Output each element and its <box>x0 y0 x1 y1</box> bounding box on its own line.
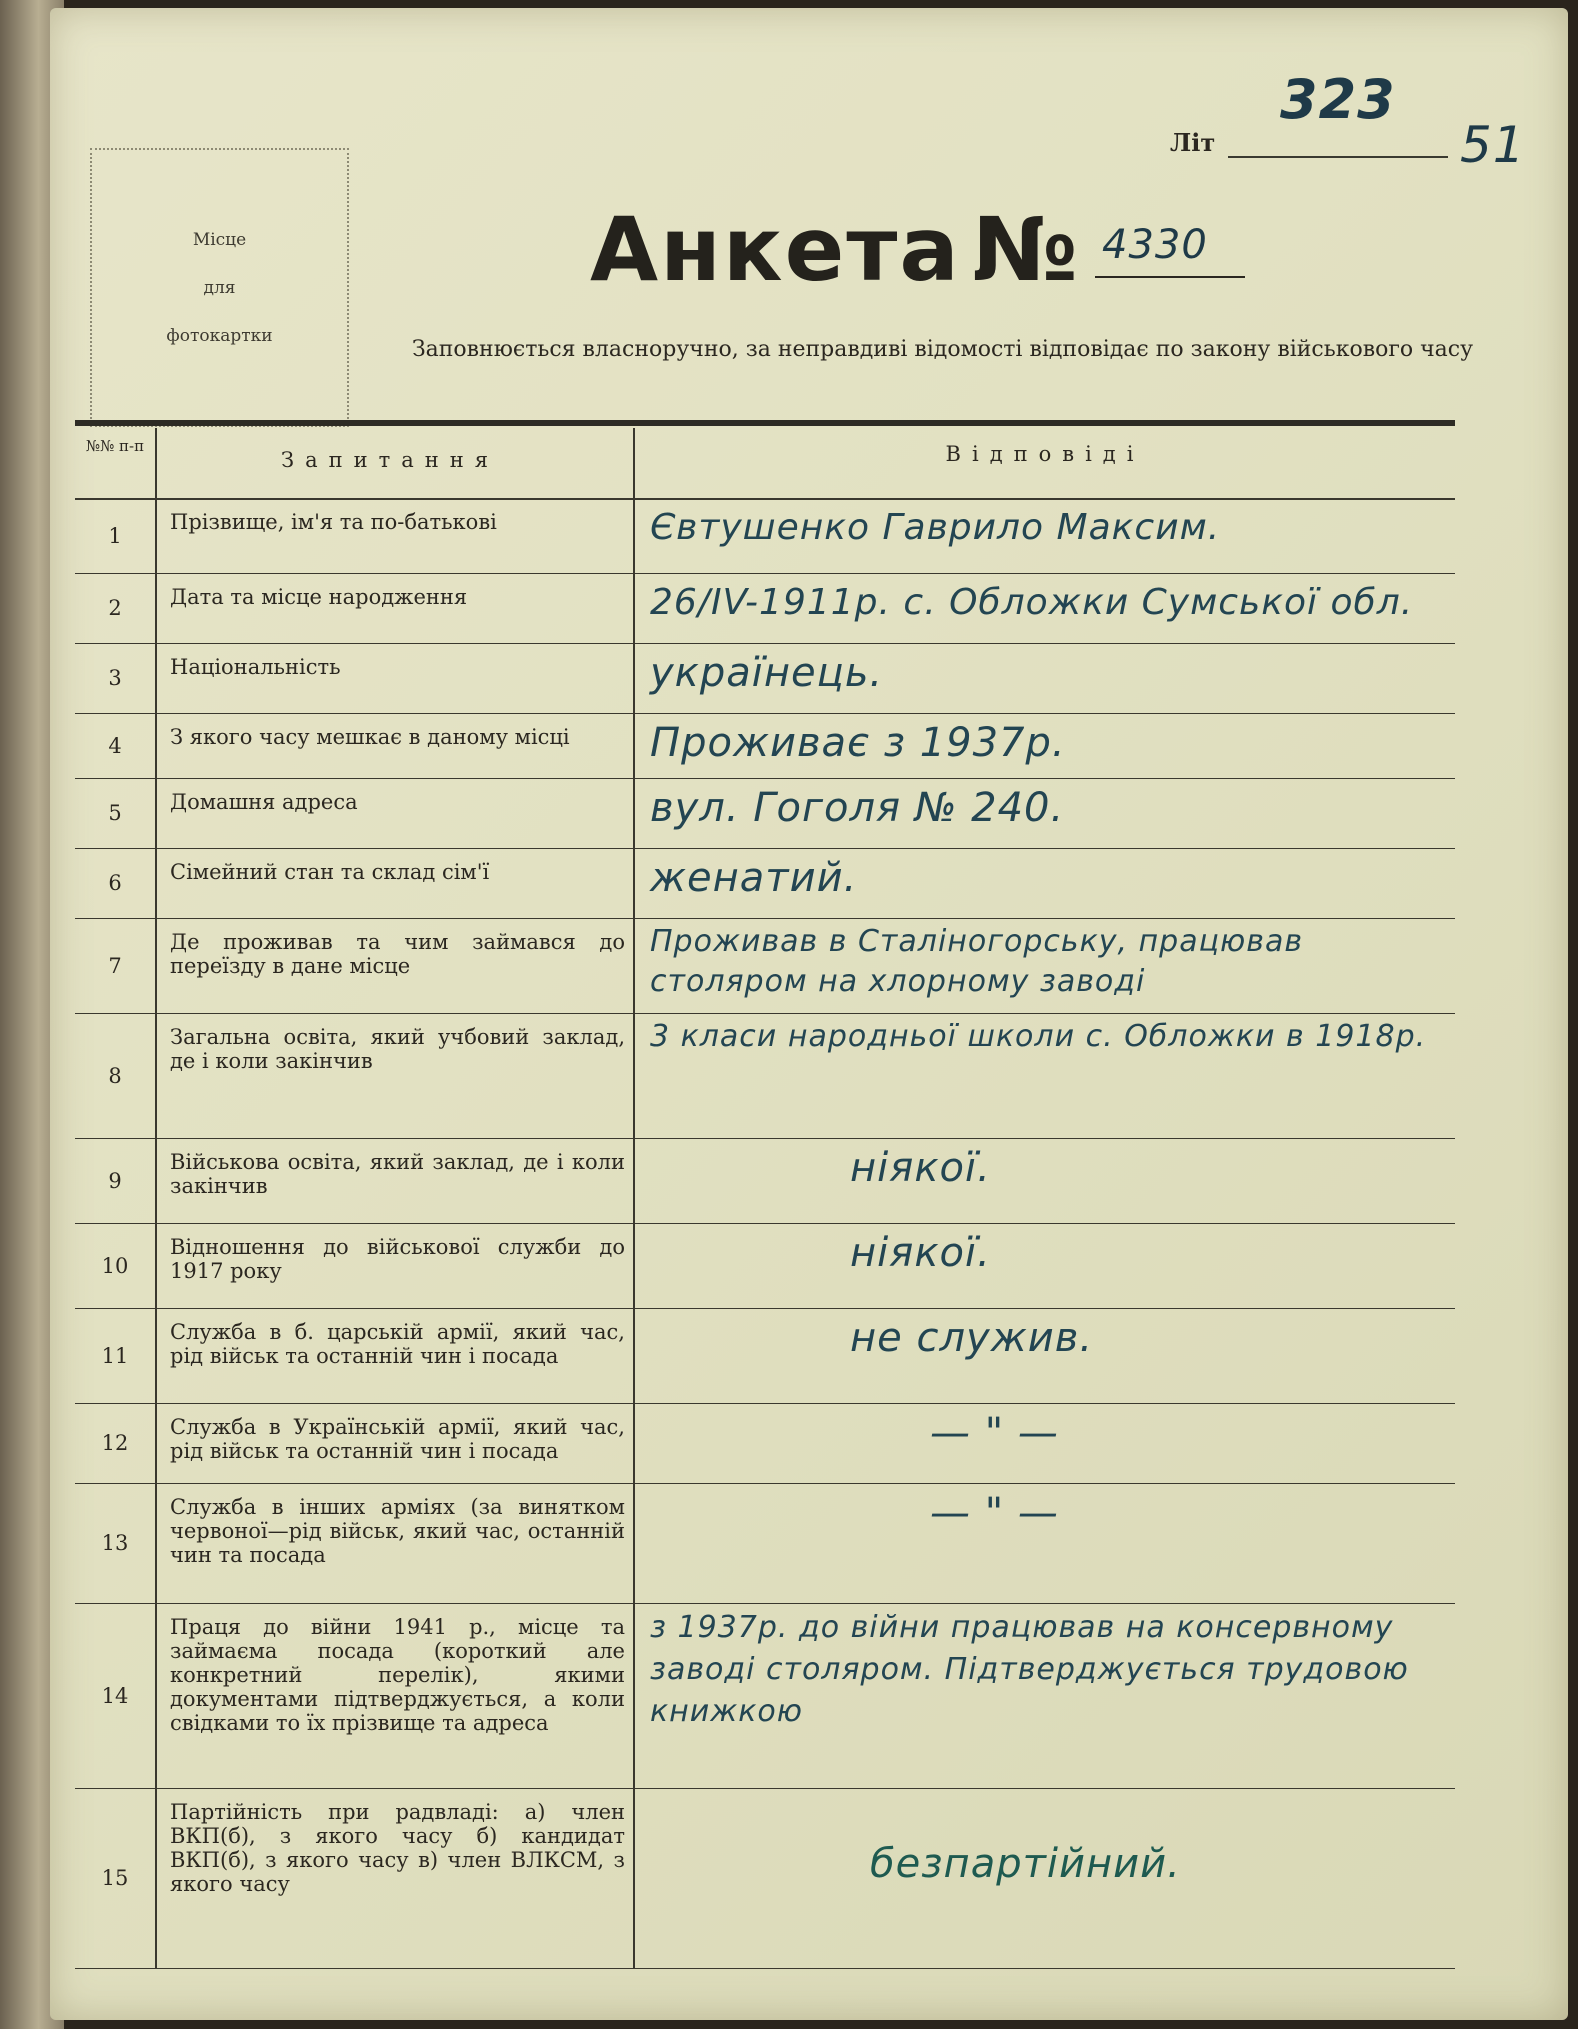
row-question: Домашня адреса <box>170 790 358 814</box>
row-answer: женатий. <box>650 855 858 901</box>
row-answer: ніякої. <box>850 1230 991 1276</box>
row-number: 8 <box>108 1063 122 1088</box>
lit-extra-number: 51 <box>1460 116 1526 174</box>
row-answer: Євтушенко Гаврило Максим. <box>650 507 1221 548</box>
photo-placeholder <box>90 148 349 427</box>
photo-line: Місце <box>192 229 247 250</box>
row-number: 2 <box>108 596 122 620</box>
photo-line: фотокартки <box>166 325 273 346</box>
col-num-header: №№ п-п <box>85 437 145 455</box>
row-question: З якого часу мешкає в даному місці <box>170 725 570 749</box>
row-answer: ніякої. <box>850 1145 991 1191</box>
header-rule <box>75 420 1455 426</box>
form-number-underline <box>1095 276 1245 278</box>
row-number: 6 <box>108 871 122 895</box>
table-header <box>75 428 1455 500</box>
row-question: Служба в б. царській армії, який час, рід військ та останній чин і посада <box>170 1320 625 1368</box>
row-number: 10 <box>101 1253 129 1278</box>
row-answer: 26/IV-1911р. с. Обложки Сумської обл. <box>650 582 1414 623</box>
row-answer: Проживає з 1937р. <box>650 720 1066 766</box>
row-answer: українець. <box>650 650 884 696</box>
subtitle: Заповнюється власноручно, за неправдиві відомості відповідає по закону військового часу <box>411 337 1474 362</box>
row-number: 9 <box>108 1168 122 1193</box>
lit-underline <box>1228 156 1448 158</box>
form-number: 4330 <box>1102 222 1208 268</box>
row-number: 14 <box>101 1683 129 1708</box>
row-question: Служба в Українській армії, який час, рід військ та останній чин і посада <box>170 1415 625 1463</box>
table-row <box>75 1223 1455 1309</box>
row-question: Національність <box>170 655 341 679</box>
row-number: 5 <box>108 801 122 825</box>
row-question: Праця до війни 1941 р., місце та займаєма посада (короткий але конкретний перелік), якими документами підтверджується, а коли свідками то їх прізвище та адреса <box>170 1615 625 1735</box>
table-row <box>75 573 1455 644</box>
table-row <box>75 1013 1455 1139</box>
table-row <box>75 498 1455 574</box>
table-row <box>75 1138 1455 1224</box>
table-row <box>75 1603 1455 1789</box>
table-row <box>75 713 1455 779</box>
table-row <box>75 1403 1455 1484</box>
page-title: Анкета <box>590 198 961 301</box>
lit-number: 323 <box>1280 68 1396 131</box>
table-row <box>75 1308 1455 1404</box>
row-question: Партійність при радвладі: а) член ВКП(б), з якого часу б) кандидат ВКП(б), з якого часу в) член ВЛКСМ, з якого часу <box>170 1800 625 1896</box>
table-row <box>75 1788 1455 1969</box>
row-answer: — " — <box>930 1410 1059 1456</box>
row-number: 3 <box>108 666 122 690</box>
table-row <box>75 778 1455 849</box>
col-question-header: Запитання <box>281 448 499 472</box>
row-answer: 3 класи народньої школи с. Обложки в 1918р. <box>650 1019 1427 1054</box>
row-question: Загальна освіта, який учбовий заклад, де і коли закінчив <box>170 1025 625 1073</box>
row-question: Відношення до військової служби до 1917 року <box>170 1235 625 1283</box>
row-question: Сімейний стан та склад сім'ї <box>170 860 490 884</box>
row-number: 11 <box>101 1343 129 1368</box>
row-answer: Проживав в Сталіногорську, працював столяром на хлорному заводі <box>650 924 1304 999</box>
row-answer: з 1937р. до війни працював на консервному заводі столяром. Підтверджується трудовою книжкою <box>650 1610 1409 1729</box>
row-answer: вул. Гоголя № 240. <box>650 785 1065 831</box>
row-number: 15 <box>101 1866 129 1890</box>
row-question: Військова освіта, який заклад, де і коли закінчив <box>170 1150 625 1198</box>
table-row <box>75 643 1455 714</box>
table-row <box>75 1483 1455 1604</box>
row-number: 13 <box>101 1531 129 1555</box>
row-answer: безпартійний. <box>870 1841 1181 1887</box>
row-number: 1 <box>108 523 122 548</box>
row-question: Прізвище, ім'я та по-батькові <box>170 510 497 534</box>
lit-label: Літ <box>1170 128 1216 157</box>
row-number: 4 <box>108 733 122 758</box>
row-question: Служба в інших арміях (за винятком червоної—рід військ, який час, останній чин та посада <box>170 1495 625 1567</box>
row-number: 7 <box>108 953 122 978</box>
row-question: Де проживав та чим займався до переїзду в дане місце <box>170 930 625 978</box>
table-row <box>75 848 1455 919</box>
questionnaire-sheet <box>50 8 1568 2020</box>
row-number: 12 <box>101 1431 129 1455</box>
number-sign: № <box>972 198 1078 301</box>
photo-line: для <box>203 277 236 298</box>
row-answer: — " — <box>930 1490 1059 1536</box>
row-answer: не служив. <box>850 1315 1094 1361</box>
table-row <box>75 918 1455 1014</box>
col-answer-header: Відповіді <box>945 442 1145 466</box>
row-question: Дата та місце народження <box>170 585 468 609</box>
